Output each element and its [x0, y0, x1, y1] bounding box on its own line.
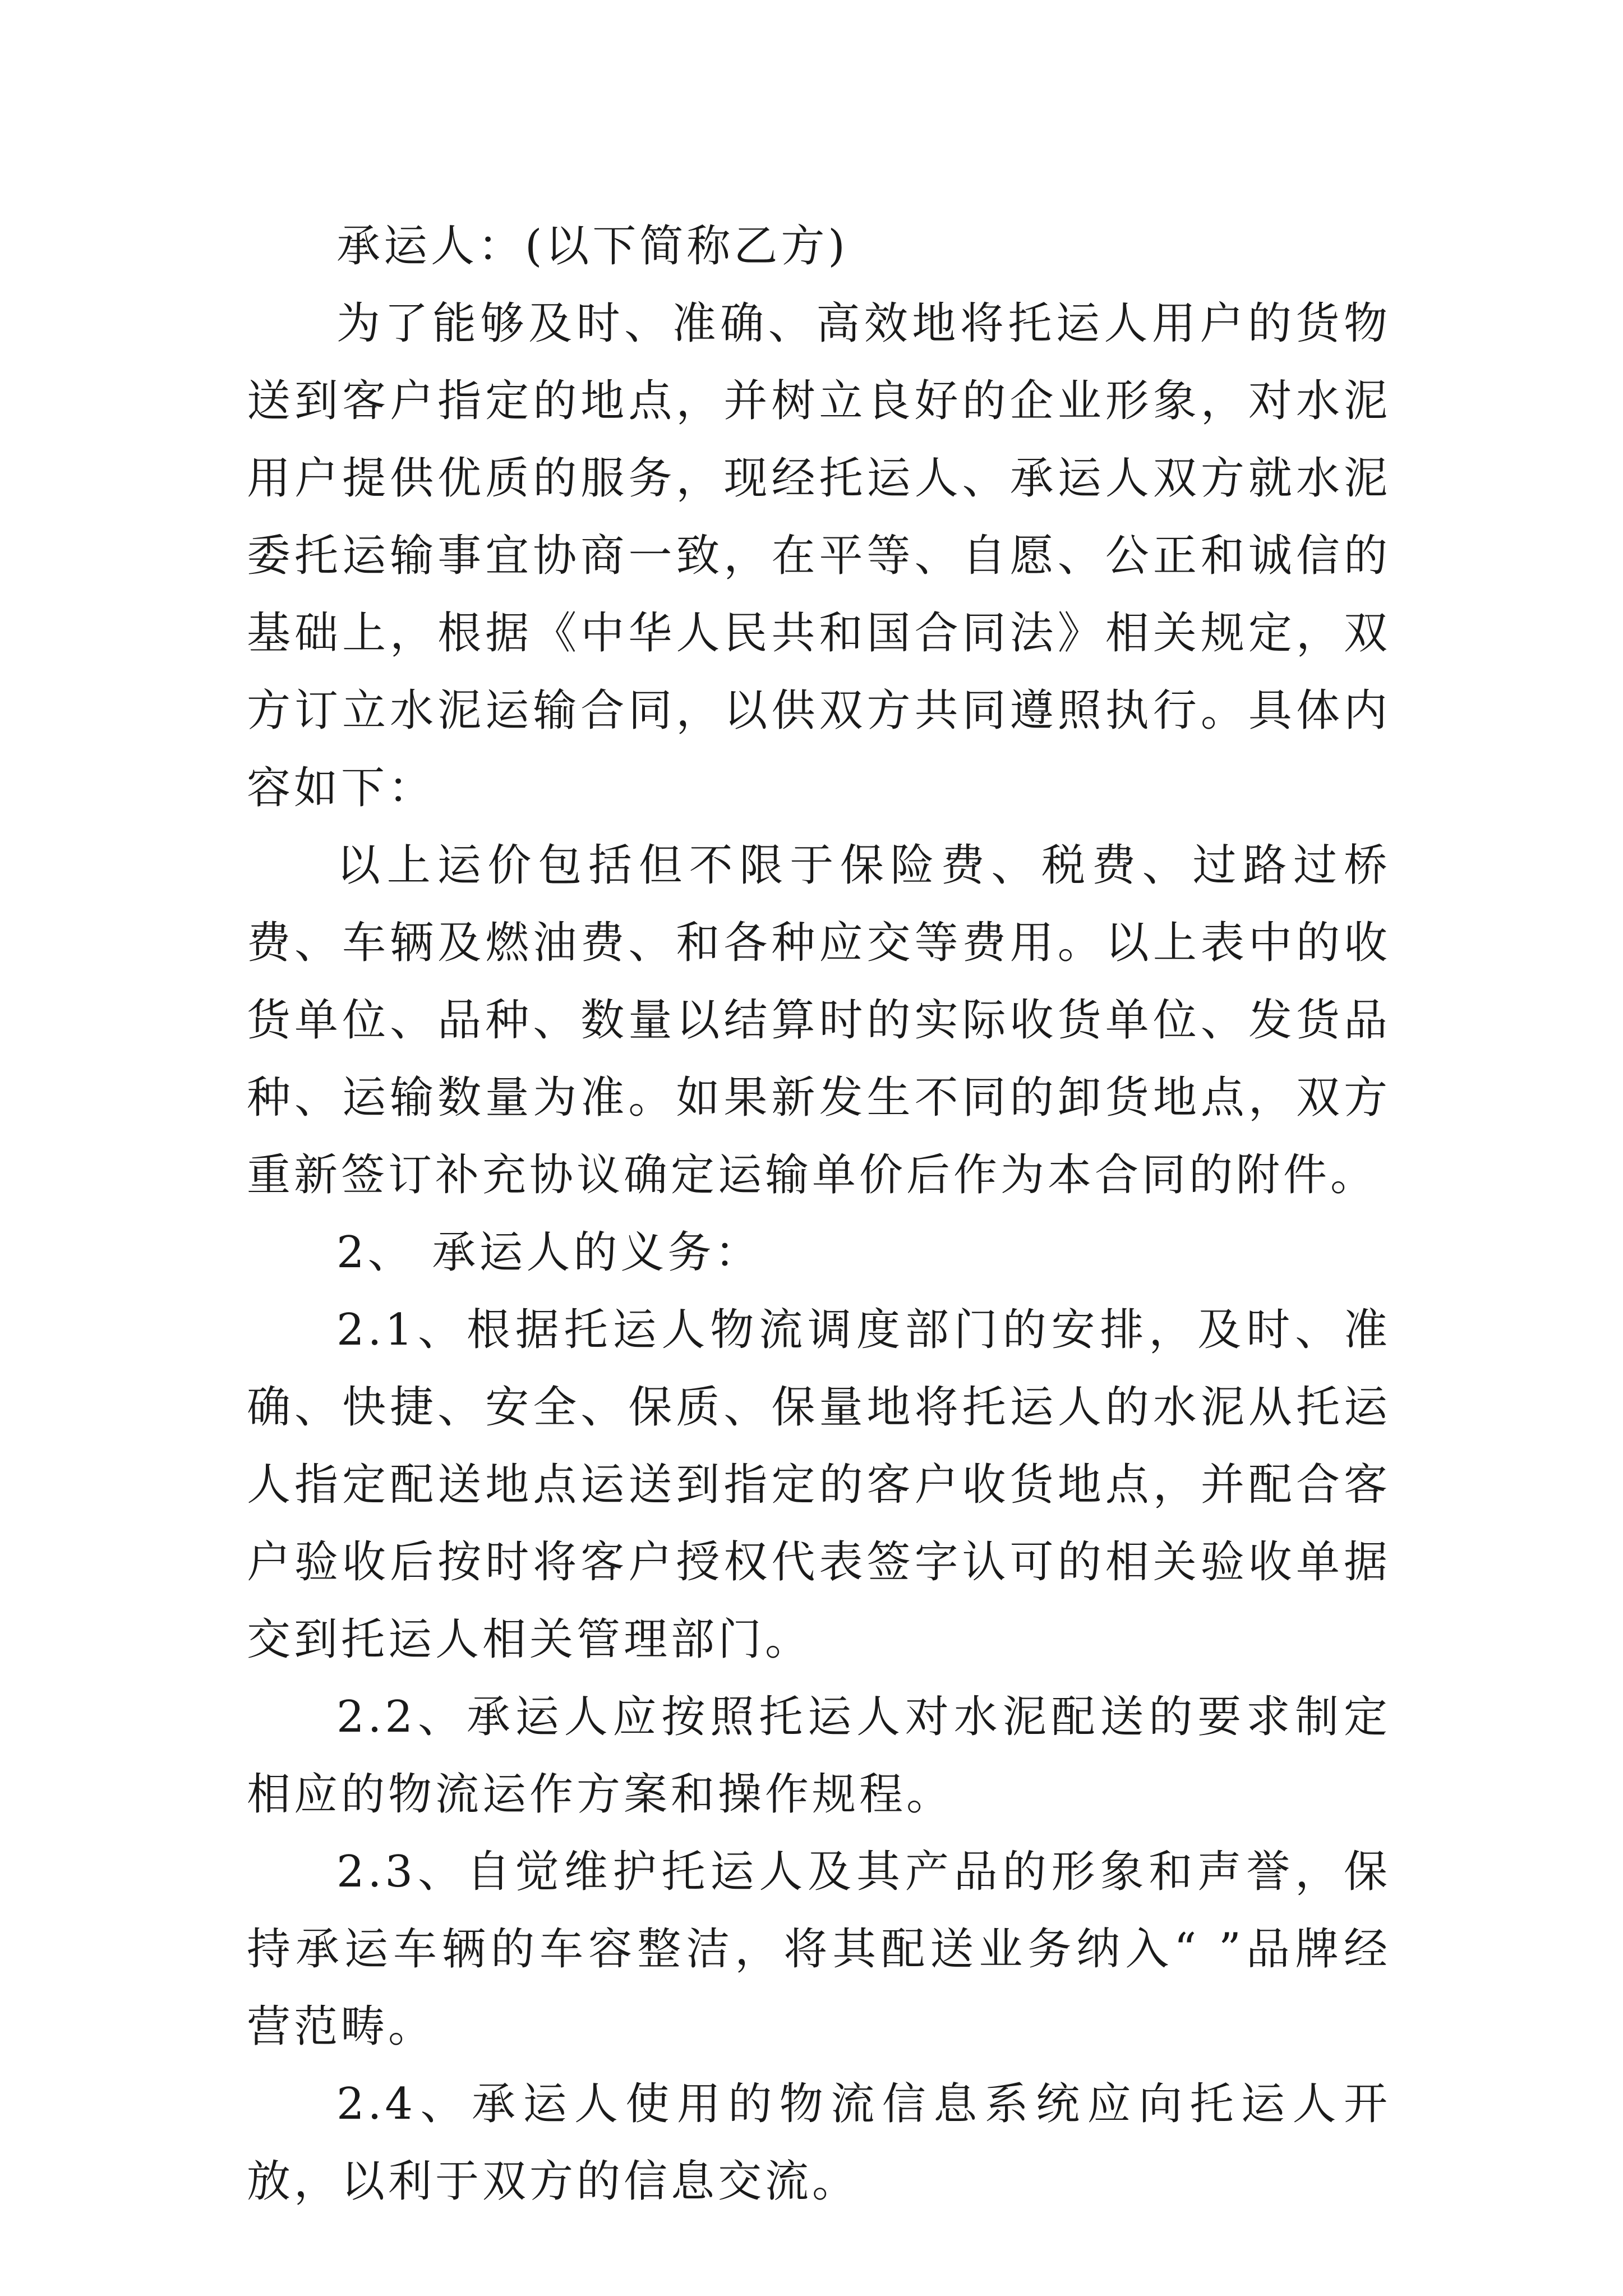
document-page: [247, 208, 1391, 2220]
clause-2-4: 2.4、承运人使用的物流信息系统应向托运人开放，以利于双方的信息交流。: [247, 2079, 1391, 2207]
clause-2-2: 2.2、承运人应按照托运人对水泥配送的要求制定相应的物流运作方案和操作规程。: [247, 1692, 1391, 1820]
preamble-paragraph: 为了能够及时、准确、高效地将托运人用户的货物送到客户指定的地点，并树立良好的企业形象，对水泥用户提供优质的服务，现经托运人、承运人双方就水泥委托运输事宜协商一致，在平等、自愿、公正和诚信的基础上，根据《中华人民共和国合同法》相关规定，双方订立水泥运输合同，以供双方共同遵照执行。具体内容如下：: [247, 298, 1391, 813]
clause-2-3: 2.3、自觉维护托运人及其产品的形象和声誉，保持承运车辆的车容整洁，将其配送业务纳入“ ”品牌经营范畴。: [247, 1847, 1391, 2052]
freight-price-paragraph: 以上运价包括但不限于保险费、税费、过路过桥费、车辆及燃油费、和各种应交等费用。以上表中的收货单位、品种、数量以结算时的实际收货单位、发货品种、运输数量为准。如果新发生不同的卸货地点，双方重新签订补充协议确定运输单价后作为本合同的附件。: [247, 840, 1391, 1200]
clause-2-1: 2.1、根据托运人物流调度部门的安排，及时、准确、快捷、安全、保质、保量地将托运人的水泥从托运人指定配送地点运送到指定的客户收货地点，并配合客户验收后按时将客户授权代表签字认可的相关验收单据交到托运人相关管理部门。: [247, 1305, 1391, 1665]
carrier-line: 承运人：(以下简称乙方): [336, 221, 849, 272]
section-2-heading: 2、 承运人的义务：: [336, 1227, 762, 1278]
